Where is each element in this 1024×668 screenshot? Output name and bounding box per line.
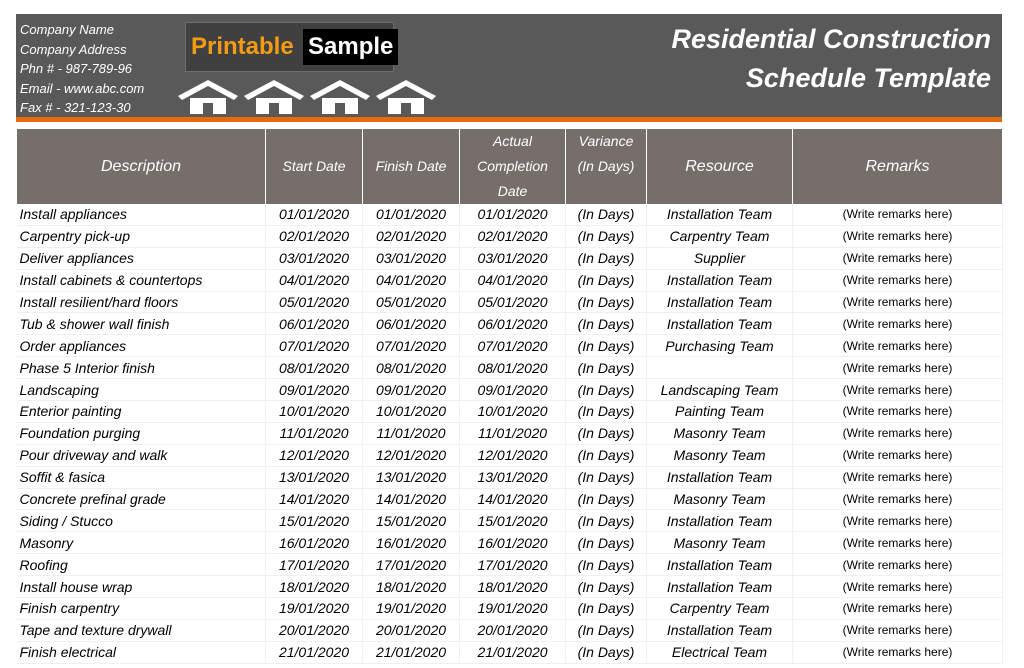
company-name: Company Name [20,22,114,37]
cell-description: Tub & shower wall finish [17,313,266,335]
cell-description: Soffit & fasica [17,466,266,488]
col-header-actual-completion [460,129,566,204]
cell-resource: Installation Team [647,204,793,225]
cell-finish-date: 19/01/2020 [363,598,460,620]
cell-description: Install resilient/hard floors [17,291,266,313]
cell-resource: Installation Team [647,510,793,532]
cell-variance: (In Days) [566,466,647,488]
table-row [17,576,1003,598]
table-row [17,357,1003,379]
cell-finish-date: 09/01/2020 [363,379,460,401]
cell-remarks: (Write remarks here) [793,532,1003,554]
cell-variance: (In Days) [566,554,647,576]
cell-variance: (In Days) [566,488,647,510]
cell-finish-date: 06/01/2020 [363,313,460,335]
cell-finish-date: 03/01/2020 [363,247,460,269]
cell-variance: (In Days) [566,576,647,598]
cell-actual-date: 10/01/2020 [460,401,566,423]
cell-finish-date: 05/01/2020 [363,291,460,313]
cell-finish-date: 21/01/2020 [363,641,460,663]
cell-variance: (In Days) [566,269,647,291]
title-line-1: Residential Construction [671,24,991,54]
cell-start-date: 02/01/2020 [266,225,363,247]
table-row [17,247,1003,269]
cell-description: Phase 5 Interior finish [17,357,266,379]
cell-resource: Purchasing Team [647,335,793,357]
header-accent-rule [16,117,1002,122]
col-header-actual-line-1: Actual [493,133,532,149]
cell-description: Enterior painting [17,401,266,423]
cell-remarks: (Write remarks here) [793,488,1003,510]
logo-word-sample: Sample [303,29,398,65]
cell-description: Masonry [17,532,266,554]
cell-start-date: 20/01/2020 [266,619,363,641]
cell-description: Pour driveway and walk [17,444,266,466]
col-header-remarks: Remarks [793,129,1003,204]
table-row [17,335,1003,357]
cell-resource: Carpentry Team [647,225,793,247]
cell-resource: Installation Team [647,269,793,291]
cell-variance: (In Days) [566,532,647,554]
cell-remarks: (Write remarks here) [793,225,1003,247]
cell-actual-date: 05/01/2020 [460,291,566,313]
col-header-actual-line-2: Completion [477,158,548,174]
cell-remarks: (Write remarks here) [793,444,1003,466]
cell-resource: Masonry Team [647,532,793,554]
cell-actual-date: 01/01/2020 [460,204,566,225]
cell-start-date: 03/01/2020 [266,247,363,269]
cell-resource: Supplier [647,247,793,269]
cell-actual-date: 09/01/2020 [460,379,566,401]
cell-actual-date: 14/01/2020 [460,488,566,510]
schedule-table [16,129,1003,664]
page-title [671,20,991,98]
cell-description: Order appliances [17,335,266,357]
cell-finish-date: 20/01/2020 [363,619,460,641]
cell-start-date: 04/01/2020 [266,269,363,291]
cell-start-date: 19/01/2020 [266,598,363,620]
cell-variance: (In Days) [566,247,647,269]
cell-actual-date: 13/01/2020 [460,466,566,488]
col-header-actual-line-3: Date [497,183,528,199]
cell-remarks: (Write remarks here) [793,576,1003,598]
cell-resource: Landscaping Team [647,379,793,401]
cell-actual-date: 04/01/2020 [460,269,566,291]
cell-resource: Installation Team [647,466,793,488]
cell-variance: (In Days) [566,291,647,313]
company-phone: Phn # - 987-789-96 [20,61,133,77]
cell-start-date: 09/01/2020 [266,379,363,401]
cell-actual-date: 16/01/2020 [460,532,566,554]
cell-description: Tape and texture drywall [17,619,266,641]
house-icon [376,80,436,114]
cell-remarks: (Write remarks here) [793,204,1003,225]
col-header-description: Description [17,129,266,204]
cell-variance: (In Days) [566,510,647,532]
cell-actual-date: 15/01/2020 [460,510,566,532]
cell-actual-date: 07/01/2020 [460,335,566,357]
cell-finish-date: 12/01/2020 [363,444,460,466]
cell-actual-date: 08/01/2020 [460,357,566,379]
cell-resource: Installation Team [647,291,793,313]
table-row [17,641,1003,663]
cell-resource: Installation Team [647,554,793,576]
table-row [17,619,1003,641]
cell-resource: Carpentry Team [647,598,793,620]
cell-actual-date: 18/01/2020 [460,576,566,598]
table-row [17,225,1003,247]
cell-description: Roofing [17,554,266,576]
cell-variance: (In Days) [566,313,647,335]
cell-remarks: (Write remarks here) [793,466,1003,488]
cell-finish-date: 11/01/2020 [363,422,460,444]
cell-variance: (In Days) [566,444,647,466]
table-row [17,488,1003,510]
cell-remarks: (Write remarks here) [793,335,1003,357]
cell-remarks: (Write remarks here) [793,510,1003,532]
cell-start-date: 21/01/2020 [266,641,363,663]
table-row [17,554,1003,576]
table-header-row [17,129,1003,204]
cell-actual-date: 06/01/2020 [460,313,566,335]
table-row [17,510,1003,532]
col-header-variance-line-2: (In Days) [577,158,635,174]
cell-description: Finish carpentry [17,598,266,620]
company-info [20,20,144,118]
cell-resource: Masonry Team [647,444,793,466]
cell-start-date: 12/01/2020 [266,444,363,466]
cell-variance: (In Days) [566,401,647,423]
cell-start-date: 18/01/2020 [266,576,363,598]
table-row [17,291,1003,313]
cell-description: Finish electrical [17,641,266,663]
cell-remarks: (Write remarks here) [793,379,1003,401]
cell-variance: (In Days) [566,619,647,641]
cell-variance: (In Days) [566,335,647,357]
cell-remarks: (Write remarks here) [793,554,1003,576]
col-header-resource: Resource [647,129,793,204]
cell-start-date: 07/01/2020 [266,335,363,357]
cell-description: Install house wrap [17,576,266,598]
cell-description: Concrete prefinal grade [17,488,266,510]
cell-finish-date: 08/01/2020 [363,357,460,379]
cell-remarks: (Write remarks here) [793,247,1003,269]
cell-remarks: (Write remarks here) [793,357,1003,379]
cell-description: Landscaping [17,379,266,401]
col-header-start-date: Start Date [266,129,363,204]
table-row [17,466,1003,488]
house-icon [178,80,238,114]
cell-resource: Painting Team [647,401,793,423]
cell-start-date: 08/01/2020 [266,357,363,379]
table-row [17,401,1003,423]
cell-start-date: 10/01/2020 [266,401,363,423]
cell-remarks: (Write remarks here) [793,269,1003,291]
house-icon [244,80,304,114]
cell-variance: (In Days) [566,357,647,379]
cell-resource: Masonry Team [647,422,793,444]
cell-start-date: 05/01/2020 [266,291,363,313]
house-icon [310,80,370,114]
cell-resource: Masonry Team [647,488,793,510]
cell-remarks: (Write remarks here) [793,422,1003,444]
cell-finish-date: 14/01/2020 [363,488,460,510]
cell-variance: (In Days) [566,422,647,444]
cell-remarks: (Write remarks here) [793,401,1003,423]
company-fax: Fax # - 321-123-30 [20,100,131,116]
table-row [17,598,1003,620]
cell-start-date: 15/01/2020 [266,510,363,532]
cell-description: Install appliances [17,204,266,225]
cell-finish-date: 18/01/2020 [363,576,460,598]
cell-actual-date: 03/01/2020 [460,247,566,269]
table-row [17,313,1003,335]
cell-actual-date: 19/01/2020 [460,598,566,620]
cell-finish-date: 16/01/2020 [363,532,460,554]
cell-finish-date: 13/01/2020 [363,466,460,488]
cell-finish-date: 17/01/2020 [363,554,460,576]
cell-resource: Installation Team [647,313,793,335]
cell-description: Foundation purging [17,422,266,444]
cell-finish-date: 15/01/2020 [363,510,460,532]
cell-start-date: 13/01/2020 [266,466,363,488]
cell-start-date: 16/01/2020 [266,532,363,554]
cell-finish-date: 02/01/2020 [363,225,460,247]
cell-description: Siding / Stucco [17,510,266,532]
company-address: Company Address [20,41,127,57]
cell-finish-date: 01/01/2020 [363,204,460,225]
cell-description: Deliver appliances [17,247,266,269]
cell-resource: Installation Team [647,619,793,641]
table-row [17,422,1003,444]
cell-remarks: (Write remarks here) [793,291,1003,313]
company-email: Email - www.abc.com [20,80,145,96]
cell-variance: (In Days) [566,598,647,620]
cell-actual-date: 20/01/2020 [460,619,566,641]
cell-finish-date: 07/01/2020 [363,335,460,357]
cell-finish-date: 04/01/2020 [363,269,460,291]
cell-start-date: 14/01/2020 [266,488,363,510]
cell-resource [647,357,793,379]
table-row [17,379,1003,401]
col-header-finish-date: Finish Date [363,129,460,204]
cell-resource: Installation Team [647,576,793,598]
cell-remarks: (Write remarks here) [793,313,1003,335]
table-row [17,532,1003,554]
cell-variance: (In Days) [566,641,647,663]
cell-start-date: 06/01/2020 [266,313,363,335]
cell-start-date: 17/01/2020 [266,554,363,576]
cell-resource: Electrical Team [647,641,793,663]
col-header-variance [566,129,647,204]
cell-start-date: 11/01/2020 [266,422,363,444]
col-header-variance-line-1: Variance [578,133,634,149]
cell-variance: (In Days) [566,225,647,247]
title-line-2: Schedule Template [745,63,991,93]
table-row [17,269,1003,291]
cell-remarks: (Write remarks here) [793,641,1003,663]
cell-actual-date: 12/01/2020 [460,444,566,466]
cell-description: Carpentry pick-up [17,225,266,247]
cell-variance: (In Days) [566,204,647,225]
cell-actual-date: 02/01/2020 [460,225,566,247]
logo-word-printable: Printable [191,33,294,60]
table-row [17,204,1003,225]
cell-remarks: (Write remarks here) [793,619,1003,641]
cell-variance: (In Days) [566,379,647,401]
table-row [17,444,1003,466]
cell-actual-date: 21/01/2020 [460,641,566,663]
cell-start-date: 01/01/2020 [266,204,363,225]
cell-actual-date: 17/01/2020 [460,554,566,576]
cell-finish-date: 10/01/2020 [363,401,460,423]
cell-actual-date: 11/01/2020 [460,422,566,444]
houses-graphic [176,76,436,116]
cell-description: Install cabinets & countertops [17,269,266,291]
cell-remarks: (Write remarks here) [793,598,1003,620]
